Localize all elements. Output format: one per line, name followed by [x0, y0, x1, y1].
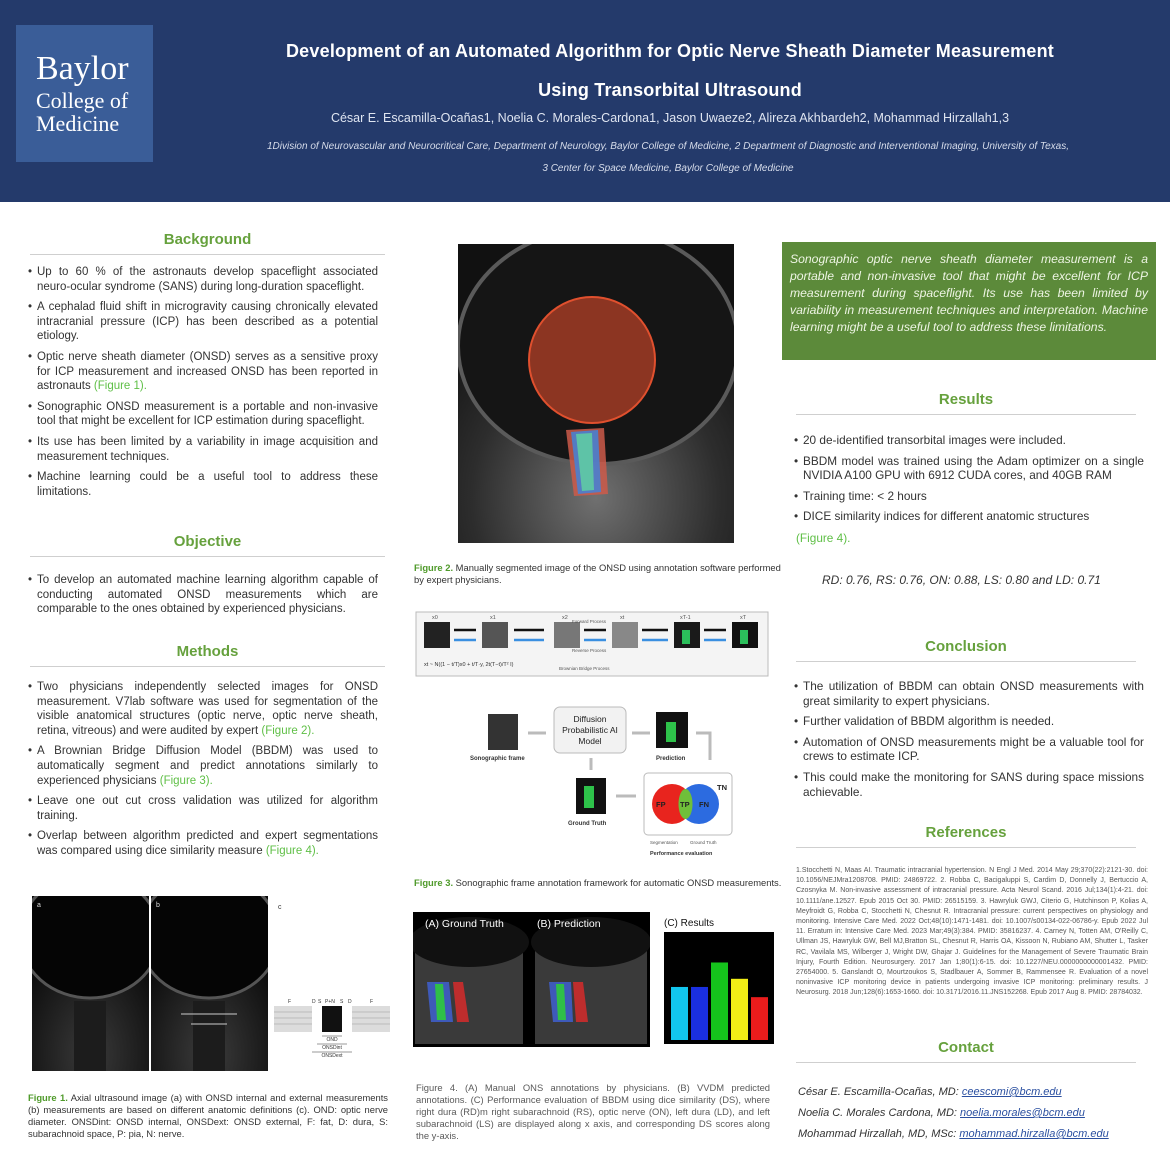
list-item: • Sonographic ONSD measurement is a portable and non-invasive tool that might be excellent for ICP estimation during spaceflight. — [28, 400, 378, 429]
dice-scores: RD: 0.76, RS: 0.76, ON: 0.88, LS: 0.80 and LD: 0.71 — [822, 573, 1101, 587]
diagram-sub-label: OND — [326, 1037, 338, 1043]
ground-truth-panel-label: (A) Ground Truth — [425, 918, 504, 930]
list-item: • Up to 60 % of the astronauts develop spaceflight associated neuro-ocular syndrome (SANS) during long-duration spaceflight. — [28, 265, 378, 294]
list-item-text: Two physicians independently selected images for ONSD measurement. V7lab software was used for segmentation of the visible anatomical structures (optic nerve, optic nerve sheath, retina, vitreous) and were audited by expert — [37, 681, 378, 737]
bar-ld — [731, 979, 748, 1040]
contact-name: Mohammad Hirzallah, MD, MSc: — [798, 1128, 960, 1140]
segmented-ultrasound — [458, 244, 734, 543]
affiliation-line1: 1Division of Neurovascular and Neurocritical Care, Department of Neurology, Baylor College of Medicine, 2 Department of Diagnostic and Interventional Imaging, University of Texas, — [266, 141, 1070, 152]
list-item: • DICE similarity indices for different anatomic structures — [794, 509, 1144, 524]
methods-heading: Methods — [30, 643, 385, 667]
ultrasound-image-b — [151, 896, 268, 1071]
poster-title — [170, 32, 1170, 110]
figure3-link[interactable]: (Figure 3). — [159, 774, 213, 787]
contact-row — [798, 1082, 1109, 1103]
contact-list — [798, 1082, 1109, 1145]
list-item: • Its use has been limited by a variability in image acquisition and measurement techniques. — [28, 435, 378, 464]
bbdm-framework — [414, 610, 770, 860]
dice-bar-chart — [652, 912, 776, 1052]
figure2-caption-text: Manually segmented image of the ONSD using annotation software performed by expert physicians. — [414, 562, 781, 585]
list-item-text: Overlap between algorithm predicted and expert segmentations was compared using dice similarity measure — [37, 830, 378, 857]
references-heading: References — [796, 824, 1136, 848]
reverse-process-label: Reverse Process — [572, 648, 607, 653]
intro-box: Sonographic optic nerve sheath diameter measurement is a portable and non-invasive tool that might be excellent for ICP measurement during spaceflight. Its use has been limited by variability in measurement techniques and interpretation. Machine learning might be a useful tool to address these limitations. — [782, 242, 1156, 360]
forward-process-label: Forward Process — [572, 619, 607, 624]
diagram-label: P+N — [325, 999, 335, 1005]
segmentation-label: Segmentation — [650, 840, 678, 845]
logo-line1: Baylor — [36, 50, 129, 87]
gt-label: Ground Truth — [690, 840, 717, 845]
results-heading: Results — [796, 391, 1136, 415]
figure2-caption — [414, 562, 786, 586]
figure3-caption — [414, 877, 786, 889]
diagram-label: S — [318, 999, 322, 1005]
figure1-caption — [28, 1092, 388, 1140]
title-line1: Development of an Automated Algorithm for Optic Nerve Sheath Diameter Measurement — [285, 41, 1054, 61]
baylor-logo — [16, 25, 153, 162]
list-item: • The utilization of BBDM can obtain ONSD measurements with great similarity to expert physicians. — [794, 679, 1144, 708]
panel-a-label: a — [37, 902, 41, 909]
prediction-label: Prediction — [656, 756, 686, 762]
tp-label: TP — [680, 800, 690, 809]
ground-truth-label: Ground Truth — [568, 821, 607, 827]
contact-heading: Contact — [796, 1039, 1136, 1063]
logo-line2: College of — [36, 87, 129, 113]
contact-email-link[interactable]: mohammad.hirzalla@bcm.edu — [959, 1128, 1109, 1140]
results-figure4-link[interactable]: (Figure 4). — [796, 531, 851, 545]
references-text: 1.Stocchetti N, Maas AI. Traumatic intracranial hypertension. N Engl J Med. 2014 May 29;370(22):2121-30. doi: 10.1056/NEJMra1208708. PMID: 24869722. 2. Robba C, Bacigaluppi S, Cardim D, Donnelly J, Bertuccio A, Czosnyka M. Non-invasive assessment of intracranial pressure. Acta Neurol Scand. 2016 Jul;134(1):4-21. doi: 10.1111/ane.12527. Epub 2015 Oct 30. PMID: 26515159. 3. Hawryluk GWJ, Citerio G, Hutchinson P, Kolias A, Meyfroidt G, Robba C, Stocchetti N, Chesnut R. Intracranial pressure: current perspectives on physiology and monitoring. Intensive Care Med. 2022 Oct;48(10):1471-1481. doi: 10.1007/s00134-022-06786-y. Epub 2022 Jul 11. Erratum in: Intensive Care Med. 2023 Mar;49(3):384. PMID: 35816237. 4. Carney N, Totten AM, O'Reilly C, Ullman JS, Hawryluk GW, Bell MJ,Bratton SL, Chesnut R, Harris OA, Kissoon N, Rubiano AM, Shutter L, Tasker RC, Vavilala MS, Wilberger J, Wright DW, Ghajar J. Guidelines for the Management of Severe Traumatic Brain Injury, Fourth Edition. Neurosurgery. 2017 Jan 1;80(1):6-15. doi: 10.1227/NEU.0000000000001432. PMID: 27654000. 5. Ganslandt O, Mourtzoukos S, Stadlbauer A, Sommer B, Rammensee R. Evaluation of a novel noninvasive ICP monitoring device in patients undergoing invasive ICP monitoring: preliminary results. J Neurosurg. 2018 Jun;128(6):1653-1660. doi: 10.3171/2016.11.JNS152268. Epub 2017 Aug 8. PMID: 28784032. — [796, 867, 1148, 997]
figure3-caption-text: Sonographic frame annotation framework for automatic ONSD measurements. — [453, 877, 782, 888]
frame-label: xT-1 — [680, 615, 691, 621]
diagram-label: D — [348, 999, 352, 1005]
list-item — [28, 680, 378, 738]
bridge-formula: xt ~ N((1 − t/T)x0 + t/T·y, 2t(T−t)/T² I) — [424, 662, 514, 668]
diagram-sub-label: ONSDint — [322, 1045, 342, 1051]
figure3-diagram — [414, 610, 770, 860]
title-line2: Using Transorbital Ultrasound — [538, 80, 802, 100]
contact-row — [798, 1124, 1109, 1145]
objective-heading: Objective — [30, 533, 385, 557]
figure2-link[interactable]: (Figure 2). — [261, 724, 315, 737]
contact-row — [798, 1103, 1109, 1124]
authors: César E. Escamilla-Ocañas1, Noelia C. Morales-Cardona1, Jason Uwaeze2, Alireza Akhbardeh2, Mohammad Hirzallah1,3 — [330, 111, 1010, 125]
chart-title: (C) Results — [664, 918, 715, 929]
figure2-label: Figure 2. — [414, 562, 454, 573]
vitreous-segment — [529, 297, 655, 423]
prediction-panel-label: (B) Prediction — [537, 918, 601, 930]
conclusion-list — [794, 679, 1144, 805]
conclusion-heading: Conclusion — [796, 638, 1136, 662]
objective-list — [28, 573, 378, 623]
figure1-link[interactable]: (Figure 1). — [93, 380, 147, 393]
contact-name: César E. Escamilla-Ocañas, MD: — [798, 1086, 962, 1098]
background-heading: Background — [30, 231, 385, 255]
frame-label: x2 — [562, 615, 568, 621]
logo-line3: Medicine — [36, 110, 120, 136]
onsd-diagram — [272, 896, 392, 1071]
list-item-text: A Brownian Bridge Diffusion Model (BBDM) was used to automatically segment and predict annotations similarly to experienced physicians — [37, 745, 378, 787]
ultrasound-image-a — [32, 896, 149, 1071]
bridge-label: Brownian Bridge Process — [559, 666, 610, 671]
frame-label: x0 — [432, 615, 438, 621]
figure2-image — [458, 244, 734, 543]
list-item: • Further validation of BBDM algorithm is needed. — [794, 714, 1144, 729]
diagram-sub-label: ONSDext — [321, 1053, 343, 1059]
figure4-caption: Figure 4. (A) Manual ONS annotations by physicians. (B) VVDM predicted annotations. (C) Performance evaluation of BBDM using dice similarity (DS), where right dura (RD)m right subarachnoid (RS), optic nerve (ON), left dura (LD), and left subarachnoid (LS) are displayed along x axis, and corresponding DS scores along the y-axis. — [416, 1082, 770, 1141]
bar-rd — [671, 987, 688, 1040]
perf-eval-label: Performance evaluation — [650, 851, 713, 857]
ai-model-label: Diffusion Probabilistic AI Model — [562, 714, 618, 746]
figure4-panels-ab — [413, 912, 650, 1047]
sono-frame-label: Sonographic frame — [470, 756, 525, 762]
frame-label: x1 — [490, 615, 496, 621]
bar-ls — [751, 997, 768, 1040]
tn-label: TN — [717, 783, 727, 792]
frame-label: xT — [740, 615, 747, 621]
list-item-text: Optic nerve sheath diameter (ONSD) serves as a sensitive proxy for ICP measurement and increased ONSD has been reported in astronauts — [37, 350, 378, 393]
figure1-panel-b — [151, 896, 268, 1071]
figure4-results-chart — [652, 912, 776, 1052]
list-item: • 20 de-identified transorbital images were included. — [794, 433, 1144, 448]
diagram-label: F — [288, 999, 292, 1005]
list-item — [28, 744, 378, 788]
background-list — [28, 265, 378, 505]
panel-b-label: b — [156, 902, 160, 909]
results-list — [794, 433, 1144, 530]
panel-c-label: c — [278, 904, 282, 911]
diagram-label: S — [340, 999, 344, 1005]
poster-header — [0, 0, 1170, 202]
list-item: • Machine learning could be a useful tool to address these limitations. — [28, 470, 378, 499]
list-item: • Leave one out cut cross validation was utilized for algorithm training. — [28, 794, 378, 823]
fp-label: FP — [656, 800, 666, 809]
diagram-label: D — [312, 999, 316, 1005]
diagram-label: F — [370, 999, 374, 1005]
figure1-panel-c — [272, 896, 392, 1071]
affiliations — [168, 136, 1168, 180]
bar-on — [711, 962, 728, 1040]
list-item — [28, 829, 378, 858]
sono-frame-thumb — [488, 714, 518, 750]
methods-list — [28, 680, 378, 865]
frame-label: xt — [620, 615, 625, 621]
contact-email-link[interactable]: ceescomi@bcm.edu — [961, 1086, 1062, 1098]
list-item: • Automation of ONSD measurements might be a valuable tool for crews to estimate ICP. — [794, 735, 1144, 764]
list-item: • Training time: < 2 hours — [794, 489, 1144, 504]
figure1-caption-text: Axial ultrasound image (a) with ONSD internal and external measurements (b) measurements are based on different anatomic definitions (c). OND: optic nerve diameter. ONSDint: ONSD internal, ONSDext: ONSD external, F: fat, D: dura, S: subarachnoid space, P: pia, N: nerve. — [28, 1092, 388, 1139]
bar-rs — [691, 987, 708, 1040]
figure4-link[interactable]: (Figure 4). — [265, 844, 319, 857]
affiliation-line2: 3 Center for Space Medicine, Baylor College of Medicine — [542, 163, 794, 174]
figure1-panel-a — [32, 896, 149, 1071]
fn-label: FN — [699, 800, 709, 809]
list-item: • To develop an automated machine learning algorithm capable of conducting automated ONSD measurements which are comparable to the ones obtained by experienced physicians. — [28, 573, 378, 617]
list-item: • This could make the monitoring for SANS during space missions achievable. — [794, 770, 1144, 799]
figure1-label: Figure 1. — [28, 1092, 68, 1103]
list-item: • A cephalad fluid shift in microgravity causing chronically elevated intracranial pressure (ICP) has been described as a potential etiology. — [28, 300, 378, 344]
contact-name: Noelia C. Morales Cardona, MD: — [798, 1107, 961, 1119]
list-item: • BBDM model was trained using the Adam optimizer on a single NVIDIA A100 GPU with 6912 CUDA cores, and 40GB RAM — [794, 454, 1144, 483]
contact-email-link[interactable]: noelia.morales@bcm.edu — [960, 1107, 1085, 1119]
list-item — [28, 350, 378, 394]
figure3-label: Figure 3. — [414, 877, 454, 888]
fig4-images — [413, 912, 650, 1047]
